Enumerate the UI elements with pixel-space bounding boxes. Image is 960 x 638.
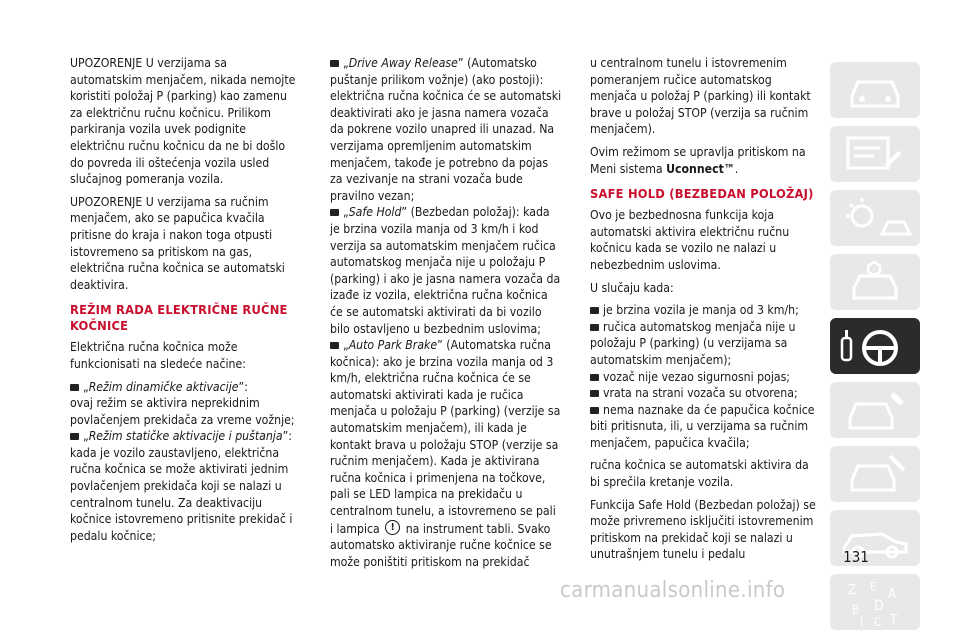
list-item: nema naznake da će papučica kočnice biti pritisnuta, ili, u verzijama sa ručnim menjačem, papučica kvačila; xyxy=(590,402,815,450)
list-item: je brzina vozila je manja od 3 km/h; xyxy=(590,302,822,319)
safe-hold-description: Ovo je bezbednosna funkcija koja automatski aktivira električnu ručnu kočnicu kada se vozilo ne nalazi u nebezbednim uslovima. xyxy=(590,208,790,272)
bullet-icon xyxy=(70,384,79,391)
list-item-text: ovaj režim se aktivira neprekidnim povlačenjem prekidača za vreme vožnje; xyxy=(70,396,295,427)
bullet-icon xyxy=(330,342,339,349)
chapter-tab-6[interactable] xyxy=(830,382,920,438)
bullet-icon xyxy=(590,407,599,414)
list-item: „Drive Away Release” (Automatsko puštanje prilikom vožnje) (ako postoji): električna ručna kočnica će se automatski deaktivirati ako je jasna namera vozača da pokrene vozilo unapred ili unazad. Na verzijama opremljenim automatskim menjačem, takođe je potrebno da pojas za vezivanje na strani vozača bude pravilno vezan; xyxy=(330,56,562,203)
chapter-tab-4[interactable] xyxy=(830,254,920,310)
section-heading-ebrake-modes: REŽIM RADA ELEKTRIČNE RUČNE KOČNICE xyxy=(70,303,288,335)
section-heading-safe-hold: SAFE HOLD (BEZBEDAN POLOŽAJ) xyxy=(590,187,814,203)
bullet-icon xyxy=(330,209,339,216)
bullet-icon xyxy=(70,433,79,440)
intro-paragraph: Električna ručna kočnica može funkcionisati na sledeće načine: xyxy=(70,340,246,371)
text-column-3 xyxy=(590,55,822,569)
chapter-tab-1[interactable] xyxy=(830,62,920,118)
svg-text:D: D xyxy=(874,598,884,614)
list-item: vrata na strani vozača su otvorena; xyxy=(590,385,822,402)
bullet-icon xyxy=(590,307,599,314)
list-item: „Auto Park Brake” (Automatska ručna kočnica): ako je brzina vozila manja od 3 km/h, električna ručna kočnica će se automatski aktivirati kada je ručica menjača u položaju P (parking) (verzije sa automatskim menjačem), ili kada je kontakt brava u položaju STOP (verzije sa ručnim menjačem). Kada je aktivirana ručna kočnica i primenjena na točkove, pali se LED lampica na prekidaču u centralnom tunelu, a istovremeno se pali i lampica ! na instrument tabli. Svako automatsko aktiviranje ručne kočnice se može poništiti pritiskom na prekidač xyxy=(330,337,562,570)
warning-lights-icon xyxy=(830,190,920,246)
svg-text:Z: Z xyxy=(848,583,857,598)
list-item: ručica automatskog menjača nije u položaju P (parking) (u verzijama sa automatskim menjačem); xyxy=(590,319,796,367)
svg-text:T: T xyxy=(890,613,898,628)
warning-paragraph-1: UPOZORENJE U verzijama sa automatskim menjačem, nikada nemojte koristiti položaj P (parking) kao zamenu za električnu ručnu kočnicu. Prilikom parkiranja vozila uvek podignite električnu ručnu kočnicu da ne bi došlo do povreda ili oštećenja vozila usled slučajnog pomeranja vozila. xyxy=(70,56,296,187)
bullet-icon xyxy=(590,390,599,397)
bullet-icon xyxy=(590,374,599,381)
car-safety-icon xyxy=(830,254,920,310)
svg-text:A: A xyxy=(888,587,896,602)
car-front-icon xyxy=(830,62,920,118)
page-number: 131 xyxy=(843,548,869,566)
text-column-2 xyxy=(330,55,562,570)
svg-text:I: I xyxy=(860,615,864,629)
warning-paragraph-2: UPOZORENJE U verzijama sa ručnim menjačem, ako se papučica kvačila pritisne do kraja i nakon toga otpusti istovremeno sa pritiskom na gas, električna ručna kočnica se automatski deaktivira. xyxy=(70,194,285,292)
svg-text:C: C xyxy=(874,615,882,629)
list-item: „Režim dinamičke aktivacije”: ovaj režim se aktivira neprekidnim povlačenjem prekidača za vreme vožnje; xyxy=(70,379,302,429)
list-item-text: kada je vozilo zaustavljeno, električna ručna kočnica se može aktivirati jednim povlačenjem prekidača koji se nalazi u centralnom tunelu. Za deaktivaciju kočnice istovremeno pritisnite prekidač i pedalu kočnice; xyxy=(70,445,293,543)
list-item: „Safe Hold” (Bezbedan položaj): kada je brzina vozila manja od 3 km/h i kod verzija sa automatskim menjačem ručica automatskog menjača nije u položaju P (parking) i ako je jasna namera vozača da izađe iz vozila, električna ručna kočnica će se automatski aktivirati da bi vozilo bilo ostavljeno u bezbednim uslovima; xyxy=(330,205,561,336)
chapter-tab-9[interactable] xyxy=(830,574,920,630)
svg-text:E: E xyxy=(870,580,877,593)
disable-paragraph: Funkcija Safe Hold (Bezbedan položaj) se može privremeno isključiti istovremenim pritiskom na prekidač koji se nalazi u unutrašnjem tunelu i pedalu xyxy=(590,497,816,562)
chapter-tab-3[interactable] xyxy=(830,190,920,246)
bullet-icon xyxy=(590,324,599,331)
car-info-icon xyxy=(830,126,920,182)
index-letters-icon xyxy=(830,574,920,630)
bullet-icon xyxy=(330,60,339,67)
conditions-intro: U slučaju kada: xyxy=(590,280,674,295)
list-item: vozač nije vezao sigurnosni pojas; xyxy=(590,369,822,386)
watermark: carmanualsonline.info xyxy=(560,578,786,603)
result-paragraph: ručna kočnica se automatski aktivira da bi sprečila kretanje vozila. xyxy=(590,458,809,490)
chapter-tab-5-active[interactable] xyxy=(830,318,920,374)
key-steering-wheel-icon xyxy=(830,318,920,374)
list-item: „Režim statičke aktivacije i puštanja”: kada je vozilo zaustavljeno, električna ručna kočnica se može aktivirati jednim povlačenjem prekidača koji se nalazi u centralnom tunelu. Za deaktivaciju kočnice istovremeno pritisnite prekidač i pedalu kočnice; xyxy=(70,428,302,544)
continuation-paragraph: u centralnom tunelu i istovremenim pomeranjem ručice automatskog menjača u položaj P (parking) ili kontakt brave u položaj STOP (verzija sa ručnim menjačem). xyxy=(590,56,811,137)
svg-text:B: B xyxy=(852,603,860,617)
chapter-tab-7[interactable] xyxy=(830,446,920,502)
car-repair-icon xyxy=(830,446,920,502)
car-tools-icon xyxy=(830,382,920,438)
text-column-1 xyxy=(70,55,302,544)
brake-warning-icon xyxy=(385,520,400,535)
uconnect-paragraph: Ovim režimom se upravlja pritiskom na Meni sistema Uconnect™. xyxy=(590,144,806,176)
chapter-tab-2[interactable] xyxy=(830,126,920,182)
